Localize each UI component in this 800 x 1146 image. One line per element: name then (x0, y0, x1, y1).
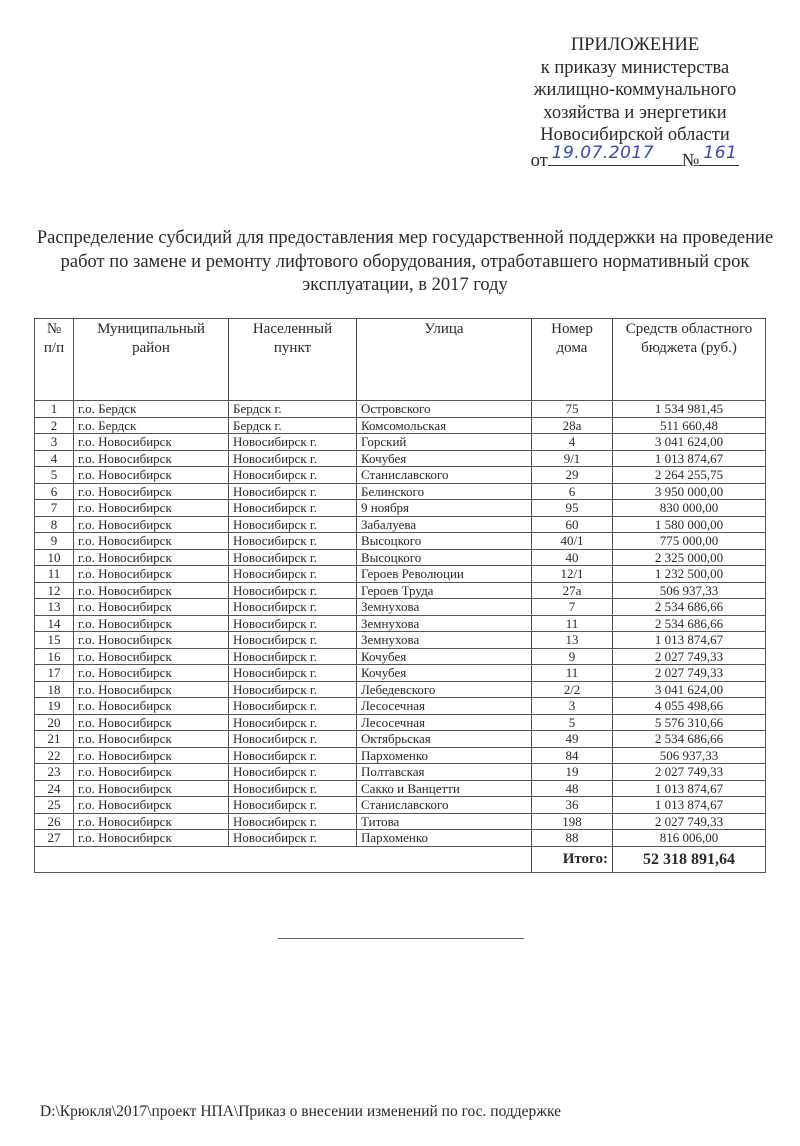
row-settlement: Новосибирск г. (229, 500, 357, 517)
row-street: Сакко и Ванцетти (357, 780, 532, 797)
row-number: 20 (35, 714, 74, 731)
row-district: г.о. Новосибирск (74, 648, 229, 665)
row-settlement: Новосибирск г. (229, 434, 357, 451)
table-row (35, 533, 766, 550)
row-number: 22 (35, 747, 74, 764)
table-row (35, 681, 766, 698)
row-street: Станиславского (357, 467, 532, 484)
row-district: г.о. Новосибирск (74, 813, 229, 830)
row-house-number: 84 (532, 747, 613, 764)
appendix-line: к приказу министерства (540, 57, 730, 78)
row-settlement: Новосибирск г. (229, 681, 357, 698)
table-row (35, 599, 766, 616)
row-settlement: Бердск г. (229, 417, 357, 434)
row-settlement: Новосибирск г. (229, 516, 357, 533)
row-street: Кочубея (357, 648, 532, 665)
row-street: Героев Труда (357, 582, 532, 599)
row-district: г.о. Новосибирск (74, 500, 229, 517)
row-settlement: Новосибирск г. (229, 698, 357, 715)
row-number: 24 (35, 780, 74, 797)
table-row (35, 797, 766, 814)
appendix-header (470, 34, 800, 172)
row-district: г.о. Новосибирск (74, 780, 229, 797)
row-budget-amount: 2 264 255,75 (613, 467, 766, 484)
row-district: г.о. Новосибирск (74, 533, 229, 550)
row-district: г.о. Новосибирск (74, 615, 229, 632)
row-house-number: 6 (532, 483, 613, 500)
row-settlement: Бердск г. (229, 401, 357, 418)
table-header-row (35, 319, 766, 401)
row-number: 12 (35, 582, 74, 599)
date-field (548, 143, 682, 166)
table-row (35, 467, 766, 484)
row-budget-amount: 830 000,00 (613, 500, 766, 517)
row-district: г.о. Новосибирск (74, 747, 229, 764)
row-settlement: Новосибирск г. (229, 450, 357, 467)
row-district: г.о. Новосибирск (74, 731, 229, 748)
table-row (35, 747, 766, 764)
row-number: 5 (35, 467, 74, 484)
row-settlement: Новосибирск г. (229, 467, 357, 484)
row-number: 27 (35, 830, 74, 847)
row-house-number: 49 (532, 731, 613, 748)
row-number: 10 (35, 549, 74, 566)
row-number: 3 (35, 434, 74, 451)
row-budget-amount: 816 006,00 (613, 830, 766, 847)
row-street: Полтавская (357, 764, 532, 781)
row-settlement: Новосибирск г. (229, 648, 357, 665)
handwritten-number: 161 (703, 143, 738, 163)
row-number: 8 (35, 516, 74, 533)
row-street: 9 ноября (357, 500, 532, 517)
row-budget-amount: 1 013 874,67 (613, 632, 766, 649)
table-row (35, 566, 766, 583)
row-house-number: 4 (532, 434, 613, 451)
table-row (35, 780, 766, 797)
table-row (35, 401, 766, 418)
row-number: 19 (35, 698, 74, 715)
row-street: Титова (357, 813, 532, 830)
row-budget-amount: 1 013 874,67 (613, 780, 766, 797)
table-row (35, 549, 766, 566)
row-street: Земнухова (357, 615, 532, 632)
row-number: 1 (35, 401, 74, 418)
row-district: г.о. Новосибирск (74, 450, 229, 467)
row-budget-amount: 3 041 624,00 (613, 434, 766, 451)
handwritten-date: 19.07.2017 (551, 143, 655, 163)
row-district: г.о. Бердск (74, 417, 229, 434)
row-number: 18 (35, 681, 74, 698)
row-budget-amount: 2 534 686,66 (613, 731, 766, 748)
row-house-number: 3 (532, 698, 613, 715)
table-row (35, 483, 766, 500)
total-row (35, 846, 766, 872)
table-row (35, 813, 766, 830)
row-settlement: Новосибирск г. (229, 533, 357, 550)
row-district: г.о. Новосибирск (74, 582, 229, 599)
table-row (35, 764, 766, 781)
row-district: г.о. Новосибирск (74, 549, 229, 566)
row-number: 7 (35, 500, 74, 517)
header-district: Муниципальный район (74, 319, 229, 401)
row-settlement: Новосибирск г. (229, 714, 357, 731)
appendix-title: ПРИЛОЖЕНИЕ (570, 35, 700, 55)
row-settlement: Новосибирск г. (229, 582, 357, 599)
row-number: 15 (35, 632, 74, 649)
row-street: Пархоменко (357, 830, 532, 847)
row-street: Комсомольская (357, 417, 532, 434)
document-title: Распределение субсидий для предоставления мер государственной поддержки на проведение работ по замене и ремонту лифтового оборудования, отработавшего нормативный срок эксплуатации, в 2017 году (36, 228, 774, 295)
row-budget-amount: 2 325 000,00 (613, 549, 766, 566)
row-district: г.о. Новосибирск (74, 467, 229, 484)
row-house-number: 13 (532, 632, 613, 649)
row-number: 9 (35, 533, 74, 550)
row-house-number: 36 (532, 797, 613, 814)
row-street: Земнухова (357, 632, 532, 649)
row-district: г.о. Новосибирск (74, 797, 229, 814)
row-street: Высоцкого (357, 533, 532, 550)
row-house-number: 12/1 (532, 566, 613, 583)
row-budget-amount: 506 937,33 (613, 747, 766, 764)
table-row (35, 500, 766, 517)
subsidies-table (34, 318, 766, 873)
row-street: Пархоменко (357, 747, 532, 764)
table-row (35, 632, 766, 649)
date-prefix: от (530, 150, 548, 171)
row-district: г.о. Новосибирск (74, 830, 229, 847)
row-budget-amount: 2 027 749,33 (613, 648, 766, 665)
table-row (35, 516, 766, 533)
row-house-number: 2/2 (532, 681, 613, 698)
row-street: Октябрьская (357, 731, 532, 748)
appendix-line: Новосибирской области (540, 125, 730, 145)
row-settlement: Новосибирск г. (229, 830, 357, 847)
table-row (35, 830, 766, 847)
total-value: 52 318 891,64 (613, 846, 766, 872)
row-number: 14 (35, 615, 74, 632)
separator-line (278, 938, 524, 939)
row-district: г.о. Новосибирск (74, 632, 229, 649)
row-budget-amount: 1 580 000,00 (613, 516, 766, 533)
row-number: 6 (35, 483, 74, 500)
appendix-line: хозяйства и энергетики (543, 102, 727, 123)
row-budget-amount: 511 660,48 (613, 417, 766, 434)
row-house-number: 48 (532, 780, 613, 797)
header-house-number: Номер дома (532, 319, 613, 401)
row-house-number: 29 (532, 467, 613, 484)
table-body (35, 401, 766, 847)
appendix-line: жилищно-коммунального (533, 80, 737, 100)
table-row (35, 648, 766, 665)
table-row (35, 665, 766, 682)
footer-file-path: D:\Крюкля\2017\проект НПА\Приказ о внесении изменений по гос. поддержке (40, 1103, 562, 1120)
row-settlement: Новосибирск г. (229, 566, 357, 583)
row-district: г.о. Новосибирск (74, 566, 229, 583)
row-district: г.о. Бердск (74, 401, 229, 418)
row-budget-amount: 1 534 981,45 (613, 401, 766, 418)
row-settlement: Новосибирск г. (229, 764, 357, 781)
row-budget-amount: 2 534 686,66 (613, 599, 766, 616)
table-row (35, 417, 766, 434)
table-row (35, 615, 766, 632)
row-number: 25 (35, 797, 74, 814)
table-row (35, 450, 766, 467)
row-settlement: Новосибирск г. (229, 797, 357, 814)
row-house-number: 198 (532, 813, 613, 830)
row-house-number: 95 (532, 500, 613, 517)
row-settlement: Новосибирск г. (229, 813, 357, 830)
row-district: г.о. Новосибирск (74, 434, 229, 451)
row-district: г.о. Новосибирск (74, 483, 229, 500)
row-number: 17 (35, 665, 74, 682)
row-house-number: 11 (532, 665, 613, 682)
row-house-number: 5 (532, 714, 613, 731)
row-street: Кочубея (357, 665, 532, 682)
row-number: 4 (35, 450, 74, 467)
row-number: 11 (35, 566, 74, 583)
row-street: Лесосечная (357, 698, 532, 715)
row-settlement: Новосибирск г. (229, 780, 357, 797)
row-settlement: Новосибирск г. (229, 747, 357, 764)
row-house-number: 28а (532, 417, 613, 434)
row-house-number: 60 (532, 516, 613, 533)
row-budget-amount: 1 232 500,00 (613, 566, 766, 583)
row-house-number: 40 (532, 549, 613, 566)
row-street: Горский (357, 434, 532, 451)
row-street: Земнухова (357, 599, 532, 616)
order-date-number-line (470, 143, 800, 173)
row-house-number: 11 (532, 615, 613, 632)
row-budget-amount: 3 950 000,00 (613, 483, 766, 500)
header-budget-amount: Средств областного бюджета (руб.) (613, 319, 766, 401)
row-district: г.о. Новосибирск (74, 665, 229, 682)
table-row (35, 434, 766, 451)
row-house-number: 9/1 (532, 450, 613, 467)
number-field (699, 143, 739, 166)
row-number: 2 (35, 417, 74, 434)
row-number: 16 (35, 648, 74, 665)
number-prefix: № (681, 150, 700, 171)
row-budget-amount: 506 937,33 (613, 582, 766, 599)
row-house-number: 7 (532, 599, 613, 616)
row-budget-amount: 2 027 749,33 (613, 665, 766, 682)
row-district: г.о. Новосибирск (74, 714, 229, 731)
row-street: Кочубея (357, 450, 532, 467)
row-house-number: 40/1 (532, 533, 613, 550)
row-number: 21 (35, 731, 74, 748)
row-street: Станиславского (357, 797, 532, 814)
row-budget-amount: 775 000,00 (613, 533, 766, 550)
row-budget-amount: 2 534 686,66 (613, 615, 766, 632)
row-settlement: Новосибирск г. (229, 731, 357, 748)
row-settlement: Новосибирск г. (229, 632, 357, 649)
table-row (35, 698, 766, 715)
row-street: Забалуева (357, 516, 532, 533)
row-house-number: 75 (532, 401, 613, 418)
row-street: Лесосечная (357, 714, 532, 731)
row-district: г.о. Новосибирск (74, 698, 229, 715)
row-settlement: Новосибирск г. (229, 665, 357, 682)
header-street: Улица (357, 319, 532, 401)
row-budget-amount: 3 041 624,00 (613, 681, 766, 698)
total-label: Итого: (532, 846, 613, 872)
row-district: г.о. Новосибирск (74, 764, 229, 781)
row-number: 13 (35, 599, 74, 616)
row-street: Героев Революции (357, 566, 532, 583)
row-district: г.о. Новосибирск (74, 599, 229, 616)
row-number: 23 (35, 764, 74, 781)
row-budget-amount: 2 027 749,33 (613, 813, 766, 830)
row-budget-amount: 1 013 874,67 (613, 797, 766, 814)
row-number: 26 (35, 813, 74, 830)
table-row (35, 582, 766, 599)
table-row (35, 714, 766, 731)
row-street: Высоцкого (357, 549, 532, 566)
row-house-number: 19 (532, 764, 613, 781)
row-district: г.о. Новосибирск (74, 681, 229, 698)
row-settlement: Новосибирск г. (229, 483, 357, 500)
row-settlement: Новосибирск г. (229, 549, 357, 566)
row-street: Островского (357, 401, 532, 418)
row-house-number: 88 (532, 830, 613, 847)
row-district: г.о. Новосибирск (74, 516, 229, 533)
row-settlement: Новосибирск г. (229, 615, 357, 632)
table-row (35, 731, 766, 748)
row-budget-amount: 5 576 310,66 (613, 714, 766, 731)
row-budget-amount: 2 027 749,33 (613, 764, 766, 781)
row-budget-amount: 1 013 874,67 (613, 450, 766, 467)
row-house-number: 27а (532, 582, 613, 599)
row-budget-amount: 4 055 498,66 (613, 698, 766, 715)
header-number: № п/п (35, 319, 74, 401)
row-house-number: 9 (532, 648, 613, 665)
row-street: Лебедевского (357, 681, 532, 698)
header-settlement: Населенный пункт (229, 319, 357, 401)
row-street: Белинского (357, 483, 532, 500)
total-row-spacer (35, 846, 532, 872)
row-settlement: Новосибирск г. (229, 599, 357, 616)
